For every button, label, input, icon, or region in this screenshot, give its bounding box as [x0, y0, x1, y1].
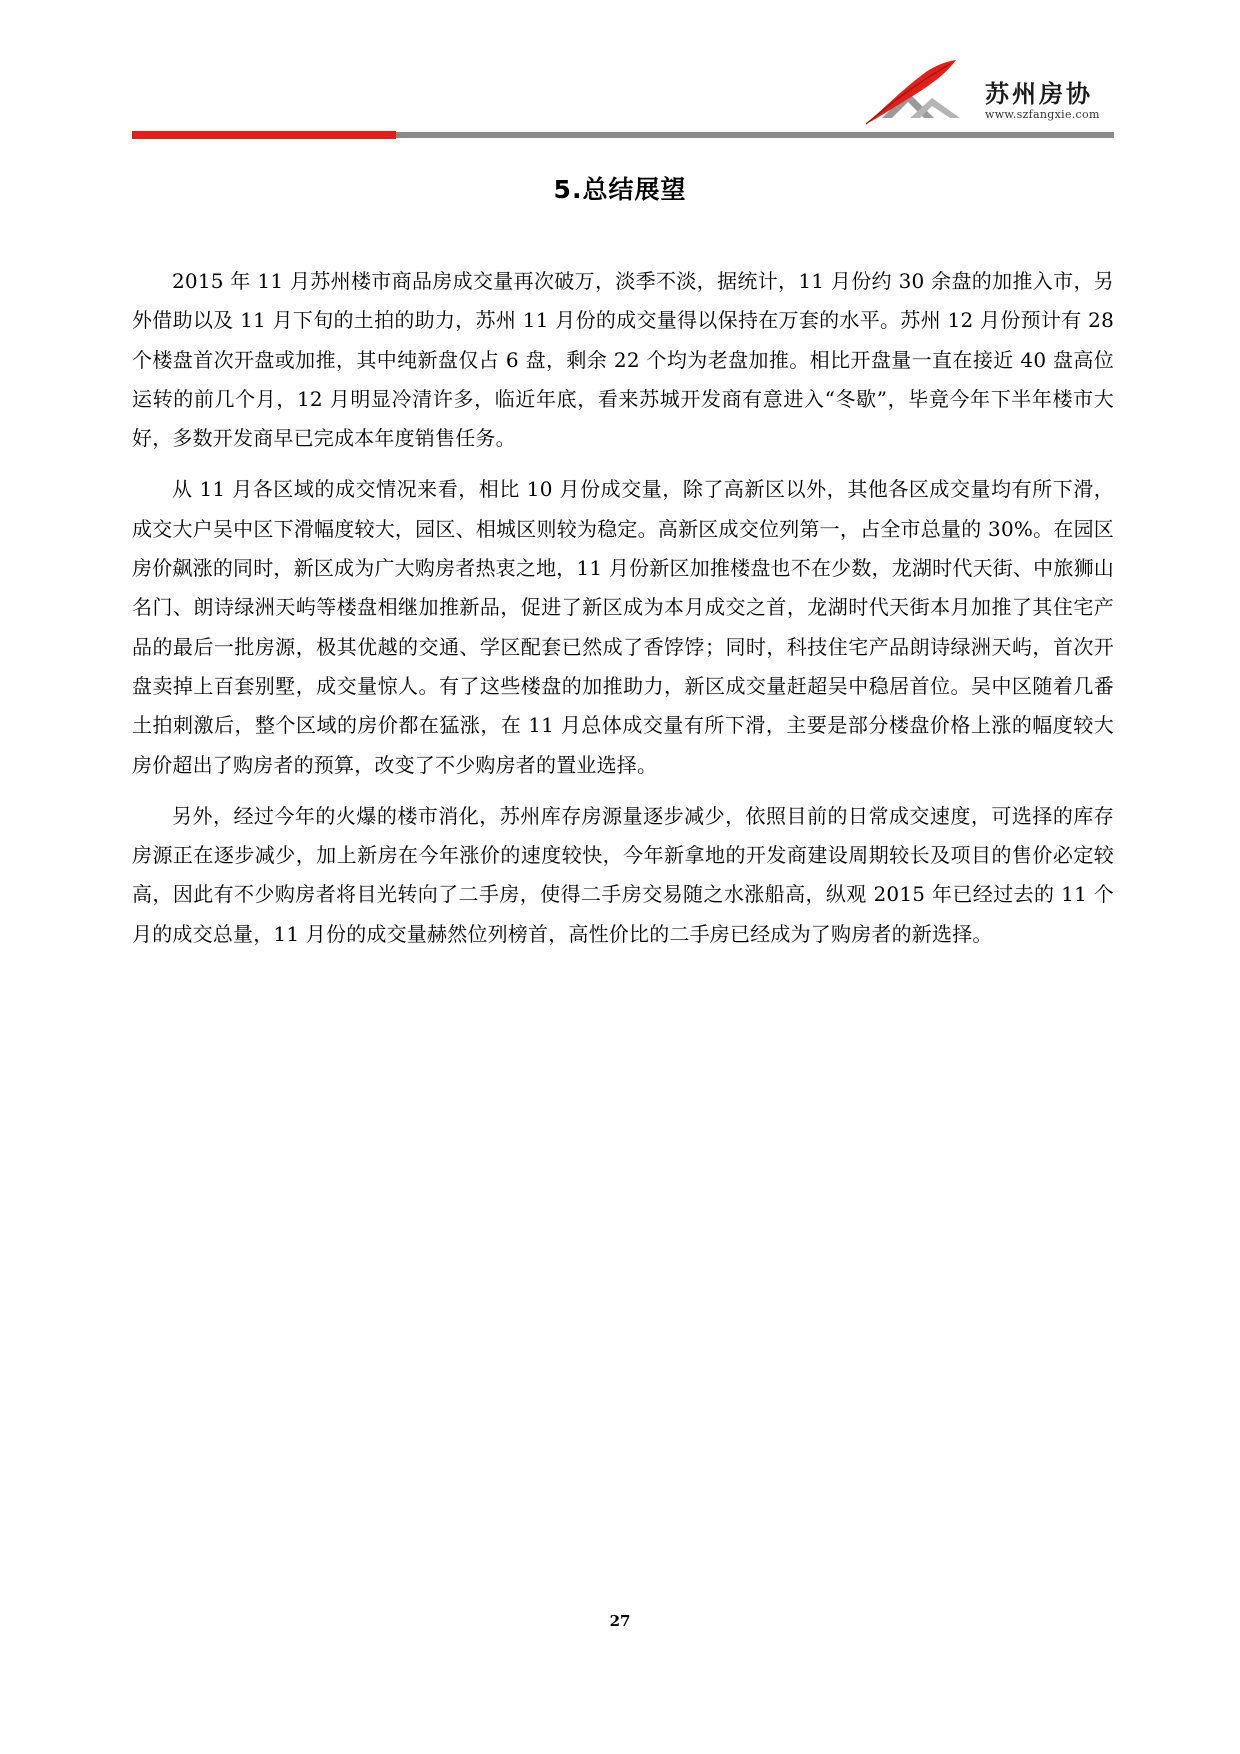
org-url: www.szfangxie.com	[985, 108, 1100, 121]
header-rule-red	[132, 131, 396, 139]
paragraph: 从 11 月各区域的成交情况来看，相比 10 月份成交量，除了高新区以外，其他各区成交量均有所下滑，成交大户吴中区下滑幅度较大，园区、相城区则较为稳定。高新区成交位列第一，占全市总量的 30%。在园区房价飙涨的同时，新区成为广大购房者热衷之地，11 月份新区加推楼盘也不在少数，龙湖时代天街、中旅狮山名门、朗诗绿洲天屿等楼盘相继加推新品，促进了新区成为本月成交之首，龙湖时代天街本月加推了其住宅产品的最后一批房源，极其优越的交通、学区配套已然成了香饽饽；同时，科技住宅产品朗诗绿洲天屿，首次开盘卖掉上百套别墅，成交量惊人。有了这些楼盘的加推助力，新区成交量赶超吴中稳居首位。吴中区随着几番土拍刺激后，整个区域的房价都在猛涨，在 11 月总体成交量有所下滑，主要是部分楼盘价格上涨的幅度较大房价超出了购房者的预算，改变了不少购房者的置业选择。	[132, 477, 1114, 777]
org-name: 苏州房协	[985, 80, 1093, 108]
page-header	[0, 0, 1240, 150]
red-quill-and-roof-icon	[860, 58, 980, 130]
header-rule-gray	[396, 132, 1114, 138]
paragraph: 2015 年 11 月苏州楼市商品房成交量再次破万，淡季不淡，据统计，11 月份约 30 余盘的加推入市，另外借助以及 11 月下旬的土拍的助力，苏州 11 月份的成交量得以保持在万套的水平。苏州 12 月份预计有 28 个楼盘首次开盘或加推，其中纯新盘仅占 6 盘，剩余 22 个均为老盘加推。相比开盘量一直在接近 40 盘高位运转的前几个月，12 月明显冷清许多，临近年底，看来苏城开发商有意进入“冬歇”，毕竟今年下半年楼市大好，多数开发商早已完成本年度销售任务。	[132, 269, 1114, 451]
section-title: 5.总结展望	[553, 175, 687, 204]
paragraph: 另外，经过今年的火爆的楼市消化，苏州库存房源量逐步减少，依照目前的日常成交速度，可选择的库存房源正在逐步减少，加上新房在今年涨价的速度较快，今年新拿地的开发商建设周期较长及项目的售价必定较高，因此有不少购房者将目光转向了二手房，使得二手房交易随之水涨船高，纵观 2015 年已经过去的 11 个月的成交总量，11 月份的成交量赫然位列榜首，高性价比的二手房已经成为了购房者的新选择。	[132, 803, 1114, 946]
body-text	[132, 262, 1114, 966]
page-number: 27	[609, 1612, 631, 1630]
